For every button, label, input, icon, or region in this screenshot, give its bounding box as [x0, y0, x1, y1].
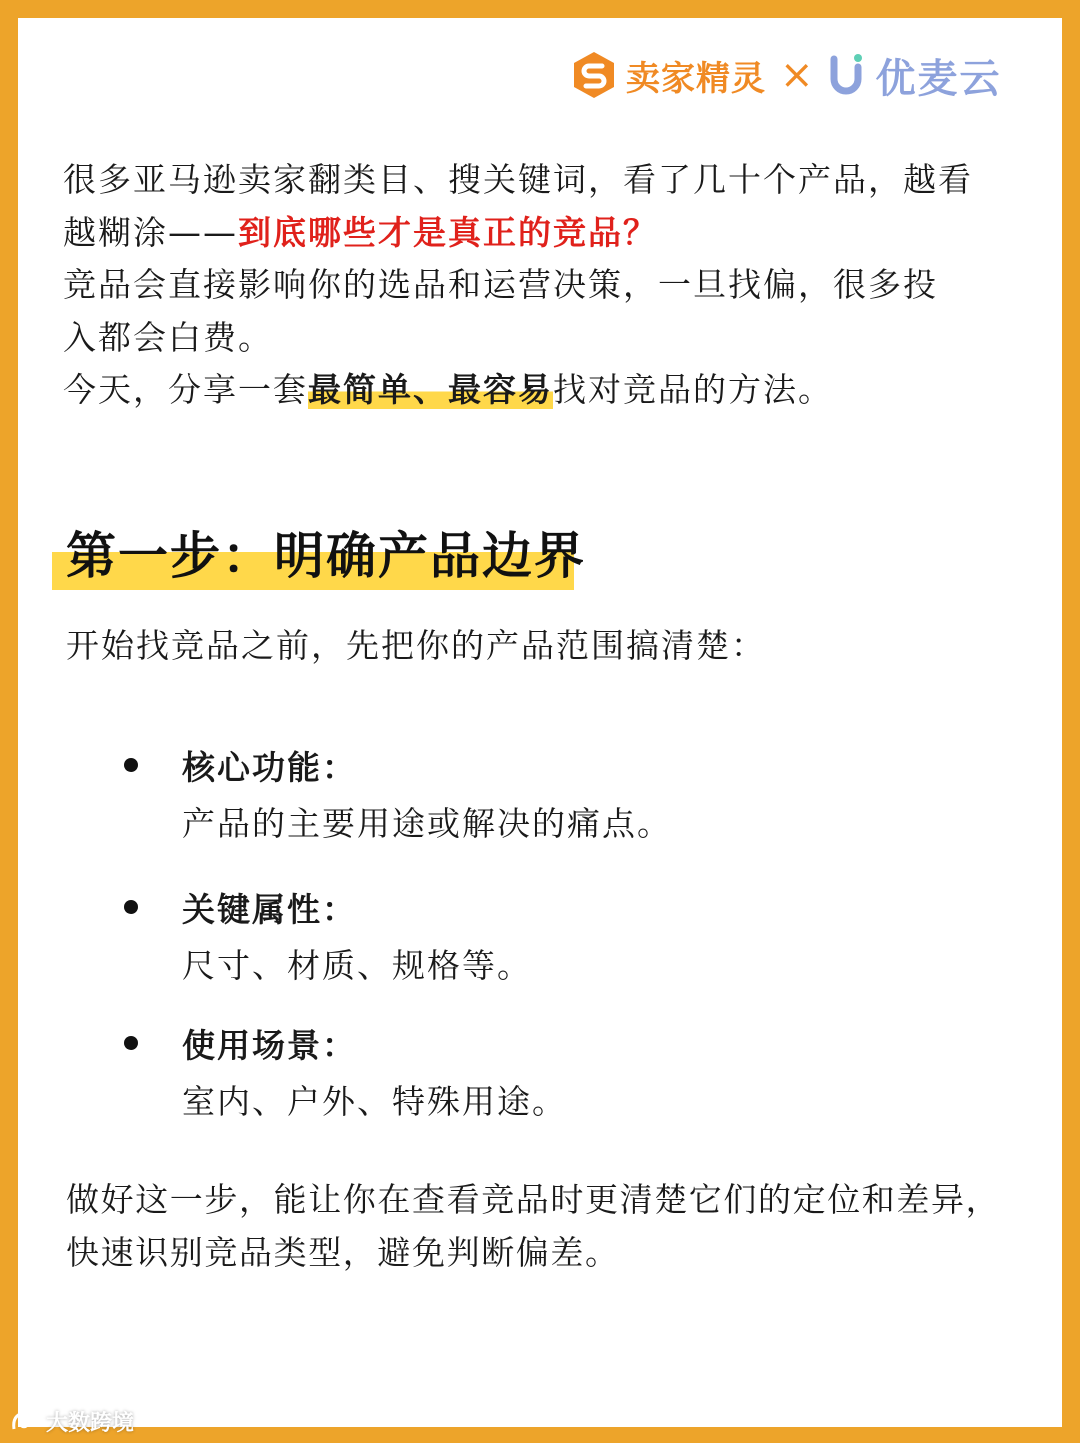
intro-line-2-prefix: 越糊涂——: [63, 212, 238, 252]
list-item-desc: 尺寸、材质、规格等。: [182, 946, 532, 985]
closing-line-2: 快速识别竞品类型，避免判断偏差。: [66, 1232, 620, 1272]
bullet-dot-icon: [124, 900, 138, 914]
brand-seller-sprite: 卖家精灵: [626, 58, 766, 99]
intro-paragraph: [63, 154, 1023, 417]
intro-line-5-prefix: 今天，分享一套: [63, 370, 308, 409]
intro-line-5-suffix: 找对竞品的方法。: [553, 370, 833, 409]
closing-line-1: 做好这一步，能让你在查看竞品时更清楚它们的定位和差异，: [66, 1180, 1001, 1219]
step1-title: 第一步：明确产品边界: [66, 527, 586, 585]
bullet-dot-icon: [124, 758, 138, 772]
watermark-logo-icon: [10, 1409, 42, 1435]
intro-line-2-emphasis: 到底哪些才是真正的竞品？: [238, 212, 658, 252]
step1-heading: [52, 508, 586, 585]
list-item-head: 核心功能：: [182, 748, 357, 787]
seller-sprite-logo-icon: [572, 50, 616, 100]
brand-youmaiyun: 优麦云: [875, 55, 1002, 102]
step1-closing: [66, 1174, 1056, 1279]
brand-separator: ×: [780, 52, 814, 98]
intro-line-1: 很多亚马逊卖家翻类目、搜关键词，看了几十个产品，越看: [63, 160, 973, 199]
list-item-desc: 室内、户外、特殊用途。: [182, 1082, 567, 1121]
step1-lead: 开始找竞品之前，先把你的产品范围搞清楚：: [66, 626, 766, 665]
bullet-dot-icon: [124, 1036, 138, 1050]
intro-line-3: 竞品会直接影响你的选品和运营决策，一旦找偏，很多投: [63, 265, 938, 304]
list-item-head: 关键属性：: [182, 890, 357, 929]
watermark-text: 大数跨境: [46, 1411, 135, 1436]
intro-line-4: 入都会白费。: [63, 317, 273, 357]
list-item-head: 使用场景：: [182, 1026, 357, 1065]
intro-line-5-highlight: 最简单、最容易: [308, 370, 553, 409]
brand-logos: [572, 45, 1012, 105]
youmaiyun-logo-icon: [826, 51, 866, 99]
watermark: [10, 1406, 134, 1437]
list-item-desc: 产品的主要用途或解决的痛点。: [182, 804, 672, 843]
